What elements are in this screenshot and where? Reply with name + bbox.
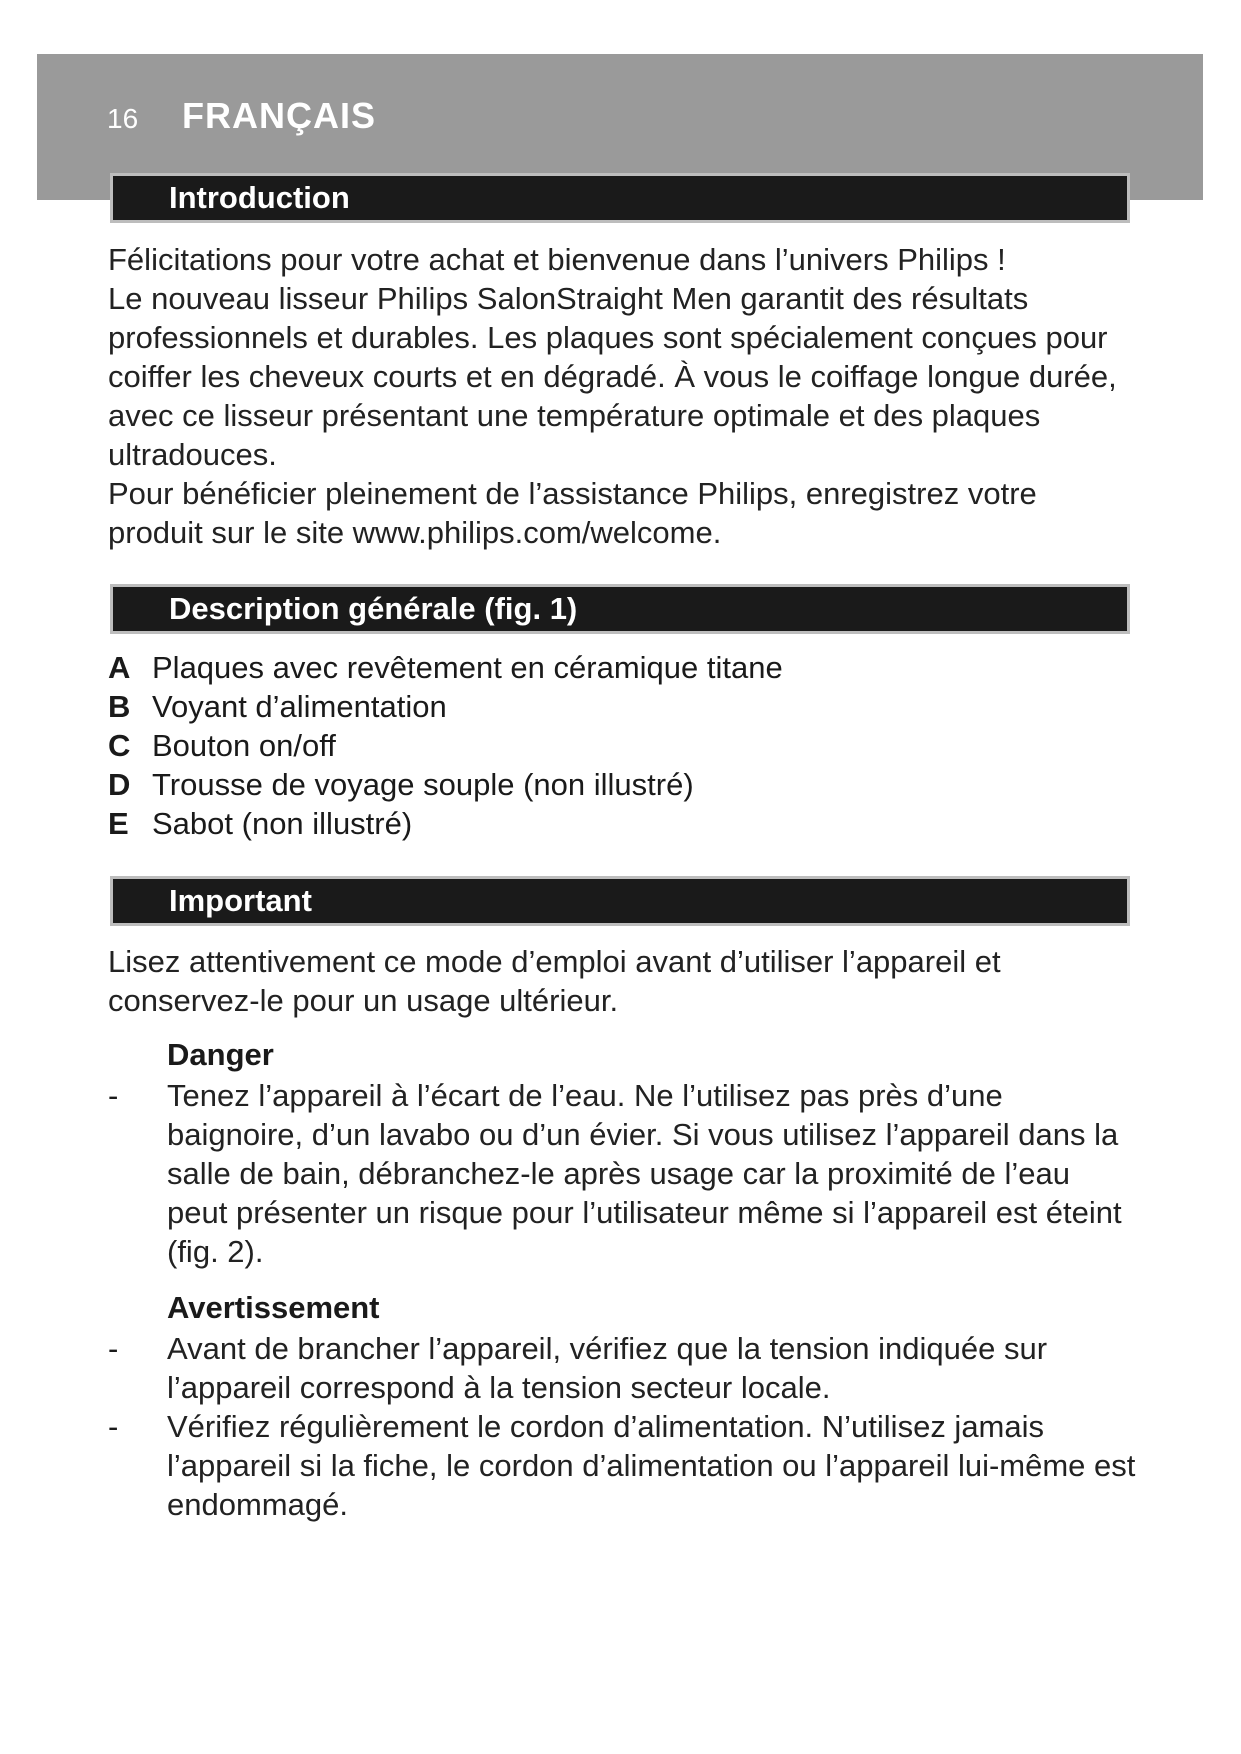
page-number: 16 <box>107 103 139 134</box>
warning-heading: Avertissement <box>167 1290 380 1325</box>
list-item <box>108 804 783 843</box>
intro-line-2: Le nouveau lisseur Philips SalonStraight Men garantit des résultats professionnels et durables. Les plaques sont spécialement conçues pour coiffer les cheveux courts et en dégradé. À vous le coiffage longue durée, avec ce lisseur présentant une température optimale et des plaques ultradouces. <box>108 281 1117 472</box>
item-letter: B <box>108 689 131 724</box>
section-heading-important: Important <box>110 876 1130 926</box>
section-heading-description: Description générale (fig. 1) <box>110 584 1130 634</box>
item-text: Voyant d’alimentation <box>152 689 447 724</box>
item-letter: C <box>108 728 131 763</box>
list-item <box>108 765 783 804</box>
list-item <box>108 726 783 765</box>
item-text: Sabot (non illustré) <box>152 806 413 841</box>
item-text: Bouton on/off <box>152 728 336 763</box>
language-title: FRANÇAIS <box>182 95 376 136</box>
important-intro: Lisez attentivement ce mode d’emploi avant d’utiliser l’appareil et conservez-le pour un usage ultérieur. <box>108 944 1001 1018</box>
bullet-marker: - <box>108 1331 119 1366</box>
intro-line-1: Félicitations pour votre achat et bienvenue dans l’univers Philips ! <box>108 242 1006 277</box>
item-text: Plaques avec revêtement en céramique titane <box>152 650 783 685</box>
intro-line-3: Pour bénéficier pleinement de l’assistance Philips, enregistrez votre produit sur le site www.philips.com/welcome. <box>108 476 1037 550</box>
item-text: Trousse de voyage souple (non illustré) <box>152 767 694 802</box>
bullet-marker: - <box>108 1409 119 1444</box>
parts-list <box>108 648 783 843</box>
list-item <box>108 648 783 687</box>
warning-bullet-2 <box>108 1407 1138 1524</box>
bullet-marker: - <box>108 1078 119 1113</box>
warning-bullet-1 <box>108 1329 1138 1407</box>
item-letter: E <box>108 806 129 841</box>
section-heading-introduction: Introduction <box>110 173 1130 223</box>
danger-heading: Danger <box>167 1037 274 1072</box>
item-letter: A <box>108 650 131 685</box>
list-item <box>108 687 783 726</box>
bullet-text: Avant de brancher l’appareil, vérifiez que la tension indiquée sur l’appareil correspond à la tension secteur locale. <box>167 1331 1048 1405</box>
item-letter: D <box>108 767 131 802</box>
danger-bullet <box>108 1076 1138 1271</box>
bullet-text: Tenez l’appareil à l’écart de l’eau. Ne l’utilisez pas près d’une baignoire, d’un lavabo ou d’un évier. Si vous utilisez l’appareil dans la salle de bain, débranchez-le après usage car la proximité de l’eau peut présenter un risque pour l’utilisateur même si l’appareil est éteint (fig. 2). <box>167 1078 1122 1269</box>
bullet-text: Vérifiez régulièrement le cordon d’alimentation. N’utilisez jamais l’appareil si la fiche, le cordon d’alimentation ou l’appareil lui-même est endommagé. <box>167 1409 1136 1522</box>
